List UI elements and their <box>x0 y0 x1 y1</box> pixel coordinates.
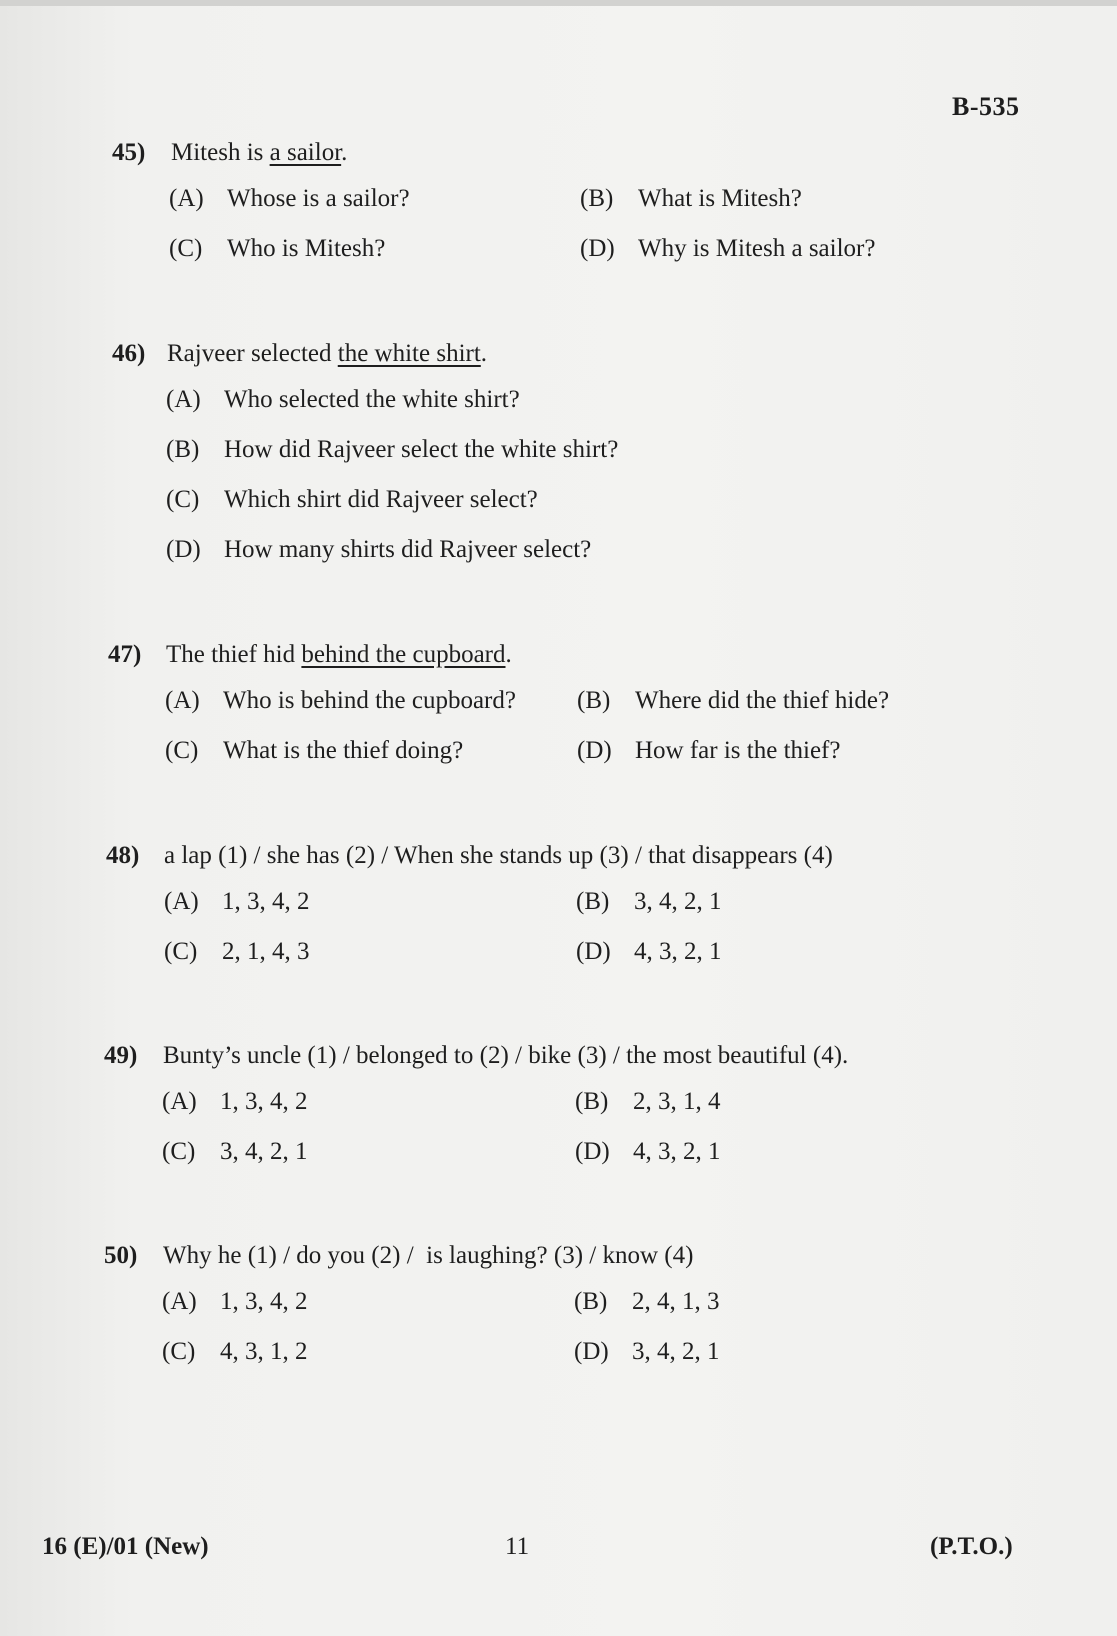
question-text: The thief hid behind the cupboard. <box>166 641 512 668</box>
question-49 <box>104 1042 1014 1165</box>
question-47 <box>108 641 1018 764</box>
option-d[interactable]: (D) 3, 4, 2, 1 <box>574 1338 720 1365</box>
option-d[interactable]: (D) 4, 3, 2, 1 <box>575 1138 721 1165</box>
option-c[interactable]: (C) What is the thief doing? <box>165 737 464 764</box>
question-text: Mitesh is a sailor. <box>171 139 348 166</box>
option-b[interactable]: (B) 2, 3, 1, 4 <box>575 1088 721 1115</box>
question-46 <box>112 340 1012 563</box>
question-50 <box>104 1242 1014 1365</box>
option-b[interactable]: (B) 2, 4, 1, 3 <box>574 1288 720 1315</box>
question-48 <box>106 842 1016 965</box>
question-text: Bunty’s uncle (1) / belonged to (2) / bike (3) / the most beautiful (4). <box>163 1042 849 1069</box>
paper-code: B-535 <box>952 92 1020 121</box>
option-a[interactable]: (A) Whose is a sailor? <box>169 185 410 212</box>
question-text: Rajveer selected the white shirt. <box>167 340 488 367</box>
option-b[interactable]: (B) 3, 4, 2, 1 <box>576 888 722 915</box>
question-text: a lap (1) / she has (2) / When she stands up (3) / that disappears (4) <box>164 842 833 869</box>
option-a[interactable]: (A) Who selected the white shirt? <box>166 386 520 413</box>
question-number: 45) <box>112 139 146 166</box>
question-number: 47) <box>108 641 142 668</box>
question-number: 50) <box>104 1242 138 1269</box>
option-c[interactable]: (C) 4, 3, 1, 2 <box>162 1338 308 1365</box>
footer-paper-id: 16 (E)/01 (New) <box>42 1533 209 1560</box>
question-45 <box>112 139 1012 262</box>
underlined-phrase: the white shirt <box>337 340 481 367</box>
option-a[interactable]: (A) 1, 3, 4, 2 <box>162 1088 308 1115</box>
option-c[interactable]: (C) Which shirt did Rajveer select? <box>166 486 538 513</box>
question-number: 48) <box>106 842 140 869</box>
option-c[interactable]: (C) 3, 4, 2, 1 <box>162 1138 308 1165</box>
option-d[interactable]: (D) How far is the thief? <box>577 737 841 764</box>
option-c[interactable]: (C) Who is Mitesh? <box>169 235 386 262</box>
question-number: 46) <box>112 340 146 367</box>
underlined-phrase: a sailor <box>269 139 342 166</box>
option-b[interactable]: (B) How did Rajveer select the white shirt? <box>166 436 619 463</box>
option-a[interactable]: (A) Who is behind the cupboard? <box>165 687 516 714</box>
option-b[interactable]: (B) Where did the thief hide? <box>577 687 890 714</box>
page-number: 11 <box>505 1533 530 1560</box>
option-c[interactable]: (C) 2, 1, 4, 3 <box>164 938 310 965</box>
pto-label: (P.T.O.) <box>930 1533 1013 1560</box>
option-a[interactable]: (A) 1, 3, 4, 2 <box>162 1288 308 1315</box>
option-d[interactable]: (D) Why is Mitesh a sailor? <box>580 235 876 262</box>
underlined-phrase: behind the cupboard <box>301 641 506 668</box>
top-edge-line <box>0 0 1117 6</box>
question-number: 49) <box>104 1042 138 1069</box>
option-a[interactable]: (A) 1, 3, 4, 2 <box>164 888 310 915</box>
option-d[interactable]: (D) 4, 3, 2, 1 <box>576 938 722 965</box>
question-text: Why he (1) / do you (2) / is laughing? (3) / know (4) <box>163 1242 694 1269</box>
option-d[interactable]: (D) How many shirts did Rajveer select? <box>166 536 592 563</box>
option-b[interactable]: (B) What is Mitesh? <box>580 185 802 212</box>
